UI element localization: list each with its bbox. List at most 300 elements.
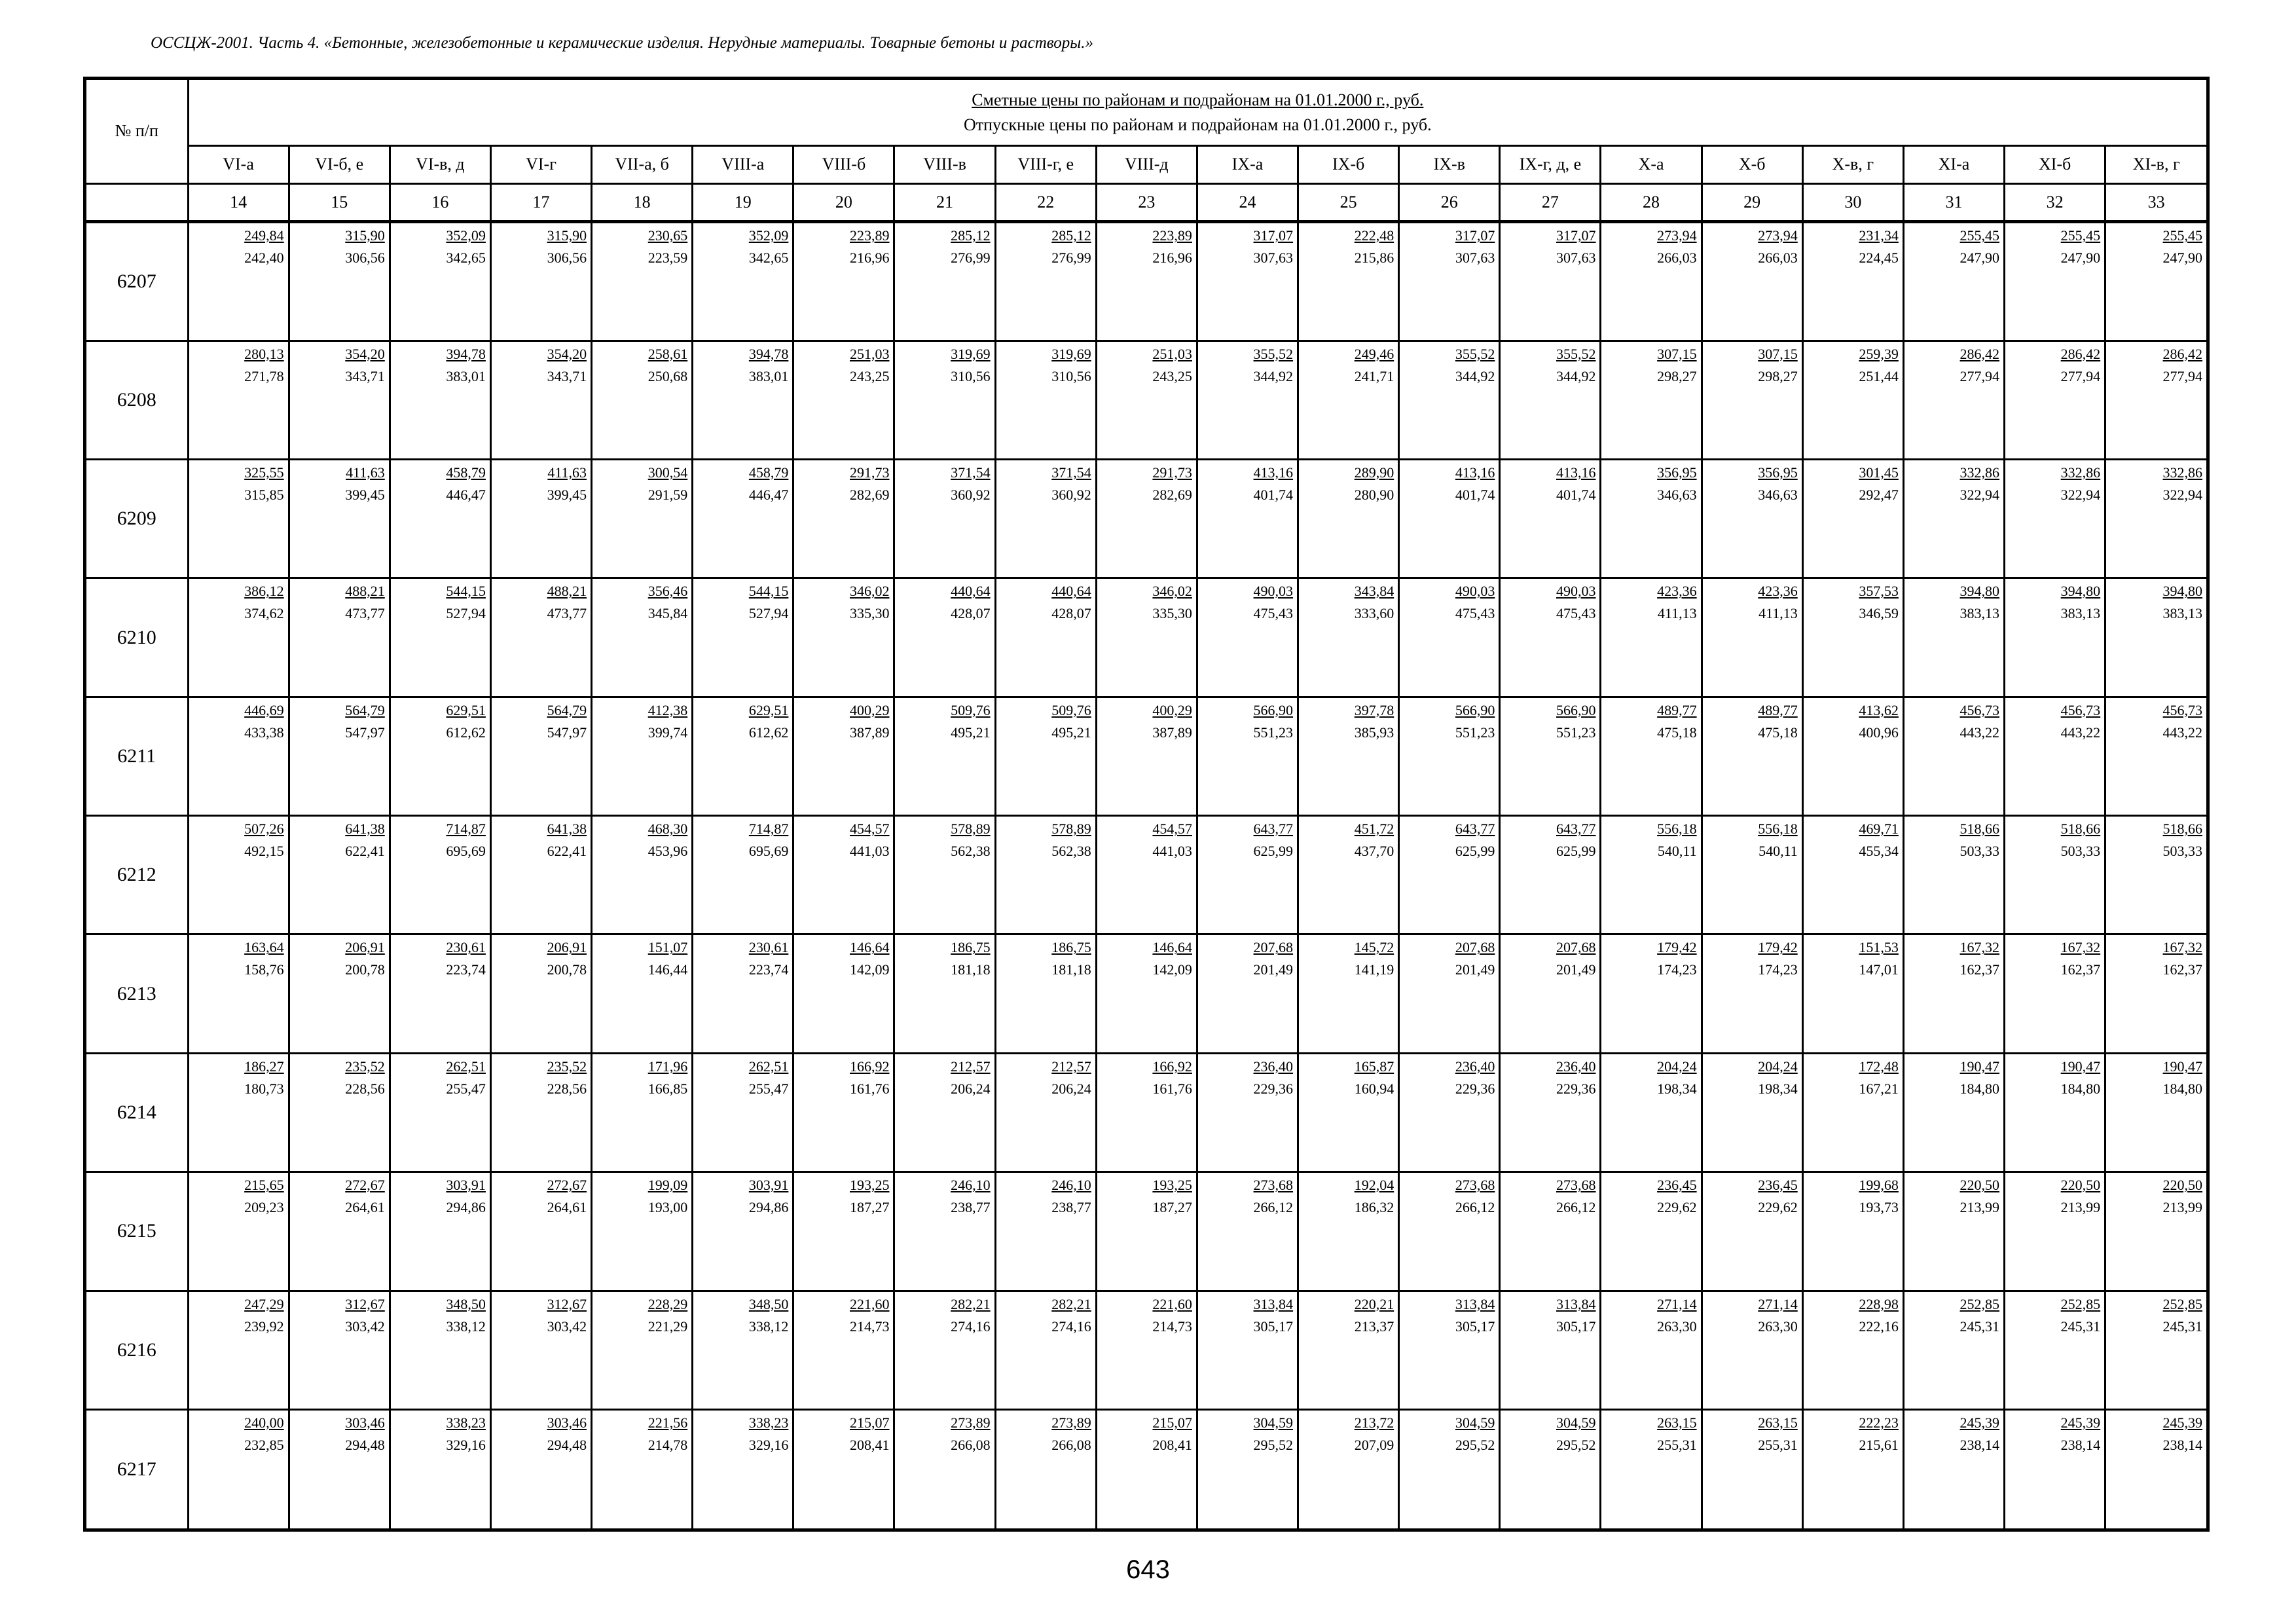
release-price: 446,47 <box>446 486 486 503</box>
estimate-price: 258,61 <box>647 345 688 362</box>
release-price: 551,23 <box>1455 724 1495 741</box>
price-cell <box>1601 459 1702 578</box>
release-price: 158,76 <box>244 961 284 978</box>
price-cell <box>1500 459 1601 578</box>
row-number: 6213 <box>86 934 188 1053</box>
estimate-price: 319,69 <box>1051 345 1091 362</box>
release-price: 475,43 <box>1556 605 1596 622</box>
estimate-price: 714,87 <box>446 821 486 838</box>
release-price: 277,94 <box>2162 367 2203 384</box>
estimate-price: 544,15 <box>446 583 486 600</box>
release-price: 622,41 <box>345 843 385 860</box>
price-cell <box>995 578 1096 697</box>
estimate-price: 566,90 <box>1455 701 1495 718</box>
table-row <box>86 816 2206 934</box>
column-number: 32 <box>2005 183 2105 221</box>
price-cell <box>2005 1410 2105 1528</box>
price-cell <box>2005 341 2105 459</box>
estimate-price: 400,29 <box>849 701 890 718</box>
price-cell <box>592 341 693 459</box>
estimate-price: 207,68 <box>1556 939 1596 956</box>
release-price: 503,33 <box>2060 843 2101 860</box>
release-price: 238,14 <box>2162 1437 2203 1454</box>
release-price: 625,99 <box>1455 843 1495 860</box>
estimate-price: 313,84 <box>1253 1295 1294 1312</box>
estimate-price: 315,90 <box>345 227 385 244</box>
estimate-price: 643,77 <box>1556 821 1596 838</box>
price-cell <box>289 1291 390 1409</box>
price-cell <box>1197 341 1298 459</box>
release-price: 184,80 <box>2060 1080 2101 1097</box>
estimate-price: 300,54 <box>647 464 688 481</box>
estimate-price: 167,32 <box>1959 939 2000 956</box>
column-number: 29 <box>1702 183 1802 221</box>
column-number: 19 <box>693 183 793 221</box>
estimate-price: 518,66 <box>2060 821 2101 838</box>
price-cell <box>1802 934 1903 1053</box>
price-cell <box>1298 1172 1399 1291</box>
price-cell <box>2005 1053 2105 1172</box>
estimate-price: 163,64 <box>244 939 284 956</box>
price-cell <box>490 578 591 697</box>
price-cell <box>793 1053 894 1172</box>
release-price: 441,03 <box>1152 843 1192 860</box>
release-price: 238,77 <box>1051 1199 1091 1216</box>
release-price: 383,13 <box>2162 605 2203 622</box>
estimate-price: 303,46 <box>547 1414 587 1431</box>
estimate-price: 223,89 <box>849 227 890 244</box>
release-price: 473,77 <box>345 605 385 622</box>
estimate-price: 271,14 <box>1758 1295 1798 1312</box>
release-price: 180,73 <box>244 1080 284 1097</box>
price-cell <box>793 1291 894 1409</box>
estimate-price: 578,89 <box>1051 821 1091 838</box>
estimate-price: 354,20 <box>345 345 385 362</box>
price-cell <box>490 459 591 578</box>
price-cell <box>390 459 490 578</box>
estimate-price: 451,72 <box>1354 821 1394 838</box>
price-cell <box>490 697 591 815</box>
estimate-price: 220,50 <box>2060 1177 2101 1194</box>
price-cell <box>490 816 591 934</box>
release-price: 310,56 <box>951 367 991 384</box>
estimate-price: 338,23 <box>748 1414 789 1431</box>
release-price: 612,62 <box>748 724 789 741</box>
estimate-price: 304,59 <box>1455 1414 1495 1431</box>
zone-header: VI-г <box>490 146 591 183</box>
estimate-price: 220,50 <box>1959 1177 2000 1194</box>
estimate-price: 273,94 <box>1758 227 1798 244</box>
price-cell <box>1399 816 1500 934</box>
price-cell <box>490 934 591 1053</box>
estimate-price: 186,75 <box>951 939 991 956</box>
price-cell <box>1601 1410 1702 1528</box>
release-price: 276,99 <box>951 249 991 267</box>
release-price: 495,21 <box>951 724 991 741</box>
estimate-price: 629,51 <box>446 701 486 718</box>
estimate-price: 246,10 <box>951 1177 991 1194</box>
release-price: 142,09 <box>849 961 890 978</box>
release-price: 161,76 <box>1152 1080 1192 1097</box>
release-price: 343,71 <box>547 367 587 384</box>
estimate-price: 165,87 <box>1354 1058 1394 1075</box>
release-price: 411,13 <box>1758 605 1798 622</box>
estimate-price: 255,45 <box>1959 227 2000 244</box>
price-cell <box>188 459 289 578</box>
price-cell <box>1197 697 1298 815</box>
price-cell <box>592 1172 693 1291</box>
release-price: 387,89 <box>849 724 890 741</box>
release-price: 228,56 <box>345 1080 385 1097</box>
estimate-price: 273,94 <box>1657 227 1697 244</box>
price-cell <box>2105 1410 2206 1528</box>
estimate-price: 255,45 <box>2162 227 2203 244</box>
estimate-price: 222,48 <box>1354 227 1394 244</box>
release-price: 360,92 <box>951 486 991 503</box>
estimate-price: 282,21 <box>951 1295 991 1312</box>
release-price: 294,48 <box>547 1437 587 1454</box>
estimate-price: 307,15 <box>1758 345 1798 362</box>
price-cell <box>1802 578 1903 697</box>
price-cell <box>793 222 894 341</box>
price-cell <box>1197 816 1298 934</box>
estimate-price: 556,18 <box>1657 821 1697 838</box>
estimate-price: 490,03 <box>1455 583 1495 600</box>
price-cell <box>2005 1172 2105 1291</box>
release-price: 214,78 <box>647 1437 688 1454</box>
estimate-price: 204,24 <box>1657 1058 1697 1075</box>
price-cell <box>995 816 1096 934</box>
price-cell <box>2005 697 2105 815</box>
estimate-price: 231,34 <box>1859 227 1899 244</box>
price-cell <box>1399 459 1500 578</box>
release-price: 208,41 <box>1152 1437 1192 1454</box>
release-price: 266,12 <box>1253 1199 1294 1216</box>
price-cell <box>1802 816 1903 934</box>
release-price: 540,11 <box>1657 843 1697 860</box>
title-row <box>86 80 2206 146</box>
price-cell <box>2005 578 2105 697</box>
estimate-price: 411,63 <box>547 464 587 481</box>
release-price: 232,85 <box>244 1437 284 1454</box>
release-prices-title: Отпускные цены по районам и подрайонам на 01.01.2000 г., руб. <box>963 115 1432 134</box>
estimate-price: 280,13 <box>244 345 284 362</box>
price-cell <box>490 1410 591 1528</box>
estimate-price: 186,75 <box>1051 939 1091 956</box>
estimate-price: 357,53 <box>1859 583 1899 600</box>
price-cell <box>1802 341 1903 459</box>
release-price: 238,14 <box>1959 1437 2000 1454</box>
release-price: 223,74 <box>446 961 486 978</box>
row-number: 6217 <box>86 1410 188 1528</box>
release-price: 209,23 <box>244 1199 284 1216</box>
price-cell <box>693 1053 793 1172</box>
estimate-price: 286,42 <box>1959 345 2000 362</box>
release-price: 160,94 <box>1354 1080 1394 1097</box>
price-cell <box>1197 459 1298 578</box>
release-price: 338,12 <box>748 1318 789 1335</box>
price-cell <box>894 578 995 697</box>
price-cell <box>490 222 591 341</box>
price-cell <box>188 341 289 459</box>
estimate-price: 215,07 <box>1152 1414 1192 1431</box>
price-cell <box>2105 816 2206 934</box>
estimate-price: 204,24 <box>1758 1058 1798 1075</box>
estimate-price: 319,69 <box>951 345 991 362</box>
price-cell <box>1399 1172 1500 1291</box>
estimate-price: 454,57 <box>849 821 890 838</box>
release-price: 274,16 <box>1051 1318 1091 1335</box>
price-cell <box>1096 578 1197 697</box>
release-price: 255,31 <box>1758 1437 1798 1454</box>
zone-header: XI-а <box>1903 146 2004 183</box>
release-price: 229,36 <box>1556 1080 1596 1097</box>
release-price: 263,30 <box>1758 1318 1798 1335</box>
estimate-price: 488,21 <box>547 583 587 600</box>
estimate-price: 312,67 <box>345 1295 385 1312</box>
release-price: 292,47 <box>1859 486 1899 503</box>
column-number: 30 <box>1802 183 1903 221</box>
price-cell <box>289 222 390 341</box>
price-cell <box>1298 459 1399 578</box>
price-cell <box>894 341 995 459</box>
release-price: 214,73 <box>1152 1318 1192 1335</box>
release-price: 346,63 <box>1758 486 1798 503</box>
price-cell <box>793 1172 894 1291</box>
price-cell <box>894 459 995 578</box>
release-price: 266,12 <box>1556 1199 1596 1216</box>
price-cell <box>1802 1291 1903 1409</box>
estimate-price: 230,61 <box>748 939 789 956</box>
zone-header: X-б <box>1702 146 1802 183</box>
column-number: 33 <box>2105 183 2206 221</box>
release-price: 342,65 <box>748 249 789 267</box>
price-cell <box>793 934 894 1053</box>
release-price: 263,30 <box>1657 1318 1697 1335</box>
release-price: 162,37 <box>2162 961 2203 978</box>
estimate-price: 386,12 <box>244 583 284 600</box>
estimate-price: 566,90 <box>1556 701 1596 718</box>
release-price: 306,56 <box>345 249 385 267</box>
price-cell <box>995 1053 1096 1172</box>
estimate-price: 394,78 <box>748 345 789 362</box>
price-cell <box>1197 1172 1298 1291</box>
price-cell <box>1802 459 1903 578</box>
price-cell <box>2105 1053 2206 1172</box>
release-price: 547,97 <box>345 724 385 741</box>
price-cell <box>289 1410 390 1528</box>
estimate-price: 236,40 <box>1556 1058 1596 1075</box>
release-price: 214,73 <box>849 1318 890 1335</box>
release-price: 399,74 <box>647 724 688 741</box>
release-price: 161,76 <box>849 1080 890 1097</box>
estimate-price: 397,78 <box>1354 701 1394 718</box>
estimate-price: 423,36 <box>1758 583 1798 600</box>
zone-header: VIII-г, е <box>995 146 1096 183</box>
price-cell <box>1500 697 1601 815</box>
estimate-price: 215,65 <box>244 1177 284 1194</box>
price-cell <box>1601 578 1702 697</box>
release-price: 305,17 <box>1455 1318 1495 1335</box>
price-cell <box>592 459 693 578</box>
price-cell <box>390 1053 490 1172</box>
price-cell <box>693 1291 793 1409</box>
estimate-price: 251,03 <box>849 345 890 362</box>
release-price: 428,07 <box>1051 605 1091 622</box>
release-price: 255,31 <box>1657 1437 1697 1454</box>
release-price: 360,92 <box>1051 486 1091 503</box>
release-price: 238,77 <box>951 1199 991 1216</box>
release-price: 291,59 <box>647 486 688 503</box>
estimate-price: 356,46 <box>647 583 688 600</box>
price-cell <box>2005 1291 2105 1409</box>
estimate-price: 167,32 <box>2162 939 2203 956</box>
price-cell <box>2105 459 2206 578</box>
price-cell <box>995 222 1096 341</box>
price-cell <box>1601 934 1702 1053</box>
price-cell <box>289 1053 390 1172</box>
price-cell <box>1601 222 1702 341</box>
price-cell <box>1702 578 1802 697</box>
estimate-price: 566,90 <box>1253 701 1294 718</box>
price-cell <box>188 697 289 815</box>
estimate-price: 456,73 <box>2162 701 2203 718</box>
column-number: 26 <box>1399 183 1500 221</box>
estimate-price: 221,56 <box>647 1414 688 1431</box>
estimate-price: 643,77 <box>1253 821 1294 838</box>
price-cell <box>1399 1410 1500 1528</box>
release-price: 255,47 <box>748 1080 789 1097</box>
estimate-price: 262,51 <box>446 1058 486 1075</box>
price-table-frame <box>83 77 2210 1532</box>
table-row <box>86 697 2206 815</box>
zones-header-row <box>86 146 2206 183</box>
price-cell <box>2105 222 2206 341</box>
estimate-price: 273,68 <box>1455 1177 1495 1194</box>
release-price: 315,85 <box>244 486 284 503</box>
estimate-price: 355,52 <box>1556 345 1596 362</box>
estimate-price: 151,07 <box>647 939 688 956</box>
release-price: 229,36 <box>1253 1080 1294 1097</box>
estimate-price: 325,55 <box>244 464 284 481</box>
estimate-price: 221,60 <box>1152 1295 1192 1312</box>
price-cell <box>793 816 894 934</box>
release-price: 229,62 <box>1657 1199 1697 1216</box>
release-price: 383,13 <box>2060 605 2101 622</box>
price-table <box>86 80 2206 1528</box>
price-cell <box>289 934 390 1053</box>
release-price: 305,17 <box>1556 1318 1596 1335</box>
row-number: 6216 <box>86 1291 188 1409</box>
zone-header: VI-б, е <box>289 146 390 183</box>
estimate-price: 458,79 <box>748 464 789 481</box>
estimate-price: 371,54 <box>1051 464 1091 481</box>
zone-header: IX-б <box>1298 146 1399 183</box>
release-price: 241,71 <box>1354 367 1394 384</box>
release-price: 247,90 <box>1959 249 2000 267</box>
price-cell <box>1197 934 1298 1053</box>
estimate-price: 263,15 <box>1657 1414 1697 1431</box>
price-cell <box>1903 341 2004 459</box>
estimate-price: 400,29 <box>1152 701 1192 718</box>
estimate-price: 179,42 <box>1657 939 1697 956</box>
estimate-price: 207,68 <box>1455 939 1495 956</box>
price-cell <box>1702 934 1802 1053</box>
release-price: 271,78 <box>244 367 284 384</box>
estimate-price: 271,14 <box>1657 1295 1697 1312</box>
price-cell <box>592 816 693 934</box>
zone-header: X-а <box>1601 146 1702 183</box>
release-price: 213,37 <box>1354 1318 1394 1335</box>
estimate-price: 643,77 <box>1455 821 1495 838</box>
estimate-price: 236,40 <box>1455 1058 1495 1075</box>
release-price: 428,07 <box>951 605 991 622</box>
price-cell <box>1298 1410 1399 1528</box>
release-price: 303,42 <box>547 1318 587 1335</box>
release-price: 329,16 <box>446 1437 486 1454</box>
release-price: 146,44 <box>647 961 688 978</box>
price-cell <box>1903 697 2004 815</box>
estimate-price: 190,47 <box>2162 1058 2203 1075</box>
release-price: 213,99 <box>1959 1199 2000 1216</box>
price-cell <box>1096 1053 1197 1172</box>
column-number: 16 <box>390 183 490 221</box>
estimate-price: 213,72 <box>1354 1414 1394 1431</box>
estimate-price: 228,98 <box>1859 1295 1899 1312</box>
price-cell <box>1903 459 2004 578</box>
release-price: 276,99 <box>1051 249 1091 267</box>
release-price: 547,97 <box>547 724 587 741</box>
price-cell <box>1197 222 1298 341</box>
price-cell <box>1298 934 1399 1053</box>
estimate-price: 228,29 <box>647 1295 688 1312</box>
estimate-price: 509,76 <box>951 701 991 718</box>
price-cell <box>1702 1291 1802 1409</box>
zone-header: XI-б <box>2005 146 2105 183</box>
release-price: 162,37 <box>1959 961 2000 978</box>
release-price: 455,34 <box>1859 843 1899 860</box>
estimate-price: 245,39 <box>1959 1414 2000 1431</box>
estimate-price: 458,79 <box>446 464 486 481</box>
price-cell <box>1903 934 2004 1053</box>
estimate-price: 413,62 <box>1859 701 1899 718</box>
release-price: 266,12 <box>1455 1199 1495 1216</box>
release-price: 277,94 <box>1959 367 2000 384</box>
price-cell <box>793 1410 894 1528</box>
release-price: 303,42 <box>345 1318 385 1335</box>
estimate-price: 394,80 <box>2162 583 2203 600</box>
estimate-price: 193,25 <box>1152 1177 1192 1194</box>
release-price: 322,94 <box>1959 486 2000 503</box>
release-price: 411,13 <box>1657 605 1697 622</box>
price-cell <box>1096 934 1197 1053</box>
estimate-price: 355,52 <box>1455 345 1495 362</box>
price-cell <box>1399 578 1500 697</box>
estimate-price: 289,90 <box>1354 464 1394 481</box>
estimate-price: 167,32 <box>2060 939 2101 956</box>
release-price: 453,96 <box>647 843 688 860</box>
estimate-price: 423,36 <box>1657 583 1697 600</box>
price-cell <box>390 816 490 934</box>
release-price: 213,99 <box>2162 1199 2203 1216</box>
estimate-price: 151,53 <box>1859 939 1899 956</box>
release-price: 503,33 <box>1959 843 2000 860</box>
release-price: 295,52 <box>1455 1437 1495 1454</box>
estimate-price: 446,69 <box>244 701 284 718</box>
release-price: 215,86 <box>1354 249 1394 267</box>
release-price: 264,61 <box>345 1199 385 1216</box>
price-cell <box>1702 1172 1802 1291</box>
